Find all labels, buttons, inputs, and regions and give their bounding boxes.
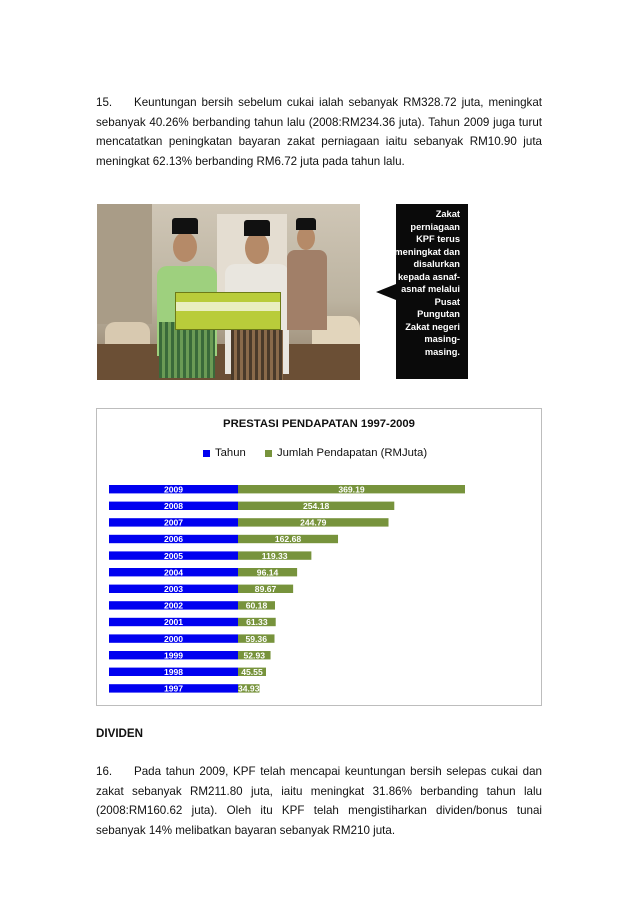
paragraph-number: 15. bbox=[96, 96, 113, 109]
label-tahun-2008: 2008 bbox=[163, 501, 184, 511]
label-tahun-2002: 2002 bbox=[163, 600, 184, 611]
label-pendapatan-2007: 244.79 bbox=[300, 517, 327, 528]
label-pendapatan-2004: 96.14 bbox=[256, 567, 279, 578]
legend-label-tahun: Tahun bbox=[215, 447, 246, 459]
label-pendapatan-2002: 60.18 bbox=[245, 600, 268, 611]
paragraph-number: 16. bbox=[96, 765, 113, 778]
label-pendapatan-2003: 89.67 bbox=[254, 584, 277, 594]
label-tahun-2001: 2001 bbox=[163, 617, 184, 628]
legend-label-pendapatan: Jumlah Pendapatan (RMJuta) bbox=[277, 447, 428, 459]
label-tahun-2003: 2003 bbox=[163, 584, 184, 594]
mock-cheque bbox=[175, 292, 281, 330]
label-tahun-1999: 1999 bbox=[163, 650, 184, 661]
label-pendapatan-2005: 119.33 bbox=[261, 550, 288, 561]
label-pendapatan-2009: 369.19 bbox=[338, 484, 365, 495]
label-pendapatan-1998: 45.55 bbox=[241, 667, 263, 677]
label-tahun-2000: 2000 bbox=[163, 633, 184, 644]
label-pendapatan-1997: 34.93 bbox=[237, 683, 260, 694]
label-tahun-1997: 1997 bbox=[163, 683, 184, 694]
income-chart bbox=[96, 408, 542, 706]
callout-text: Zakat perniagaan KPF terus meningkat dan disalurkan kepada asnaf- asnaf melalui Pusat Pungutan Zakat negeri masing- masing. bbox=[394, 209, 460, 357]
label-pendapatan-2000: 59.36 bbox=[245, 633, 268, 644]
label-tahun-2005: 2005 bbox=[163, 550, 184, 561]
photo-zakat-presentation bbox=[97, 204, 360, 380]
label-tahun-2006: 2006 bbox=[163, 534, 184, 545]
label-pendapatan-2008: 254.18 bbox=[302, 501, 330, 511]
paragraph-text: Pada tahun 2009, KPF telah mencapai keuntungan bersih selepas cukai dan zakat sebanyak RM211.80 juta, iaitu meningkat 31.86% berbanding tahun lalu (2008:RM160.62 juta). Oleh itu KPF telah mengistiharkan dividen/bonus tunai sebanyak 14% melibatkan bayaran sebanyak RM210 juta. bbox=[96, 765, 542, 837]
photo-caption-callout bbox=[376, 204, 468, 379]
label-tahun-2007: 2007 bbox=[163, 517, 184, 528]
label-pendapatan-2006: 162.68 bbox=[274, 534, 302, 545]
section-heading-dividen: DIVIDEN bbox=[96, 727, 144, 740]
label-tahun-1998: 1998 bbox=[163, 667, 184, 677]
chart-title: PRESTASI PENDAPATAN 1997-2009 bbox=[223, 418, 415, 430]
chart-plot bbox=[97, 409, 541, 705]
paragraph-15 bbox=[96, 93, 542, 171]
paragraph-16 bbox=[96, 762, 542, 840]
label-tahun-2004: 2004 bbox=[163, 567, 184, 578]
paragraph-text: Keuntungan bersih sebelum cukai ialah sebanyak RM328.72 juta, meningkat sebanyak 40.26% berbanding tahun lalu (2008:RM234.36 juta). Tahun 2009 juga turut mencatatkan peningkatan bayaran zakat perniagaan iaitu sebanyak RM10.90 juta meningkat 62.13% berbanding RM6.72 juta pada tahun lalu. bbox=[96, 96, 542, 168]
label-pendapatan-2001: 61.33 bbox=[246, 617, 268, 628]
label-pendapatan-1999: 52.93 bbox=[243, 650, 266, 661]
label-tahun-2009: 2009 bbox=[163, 484, 184, 495]
